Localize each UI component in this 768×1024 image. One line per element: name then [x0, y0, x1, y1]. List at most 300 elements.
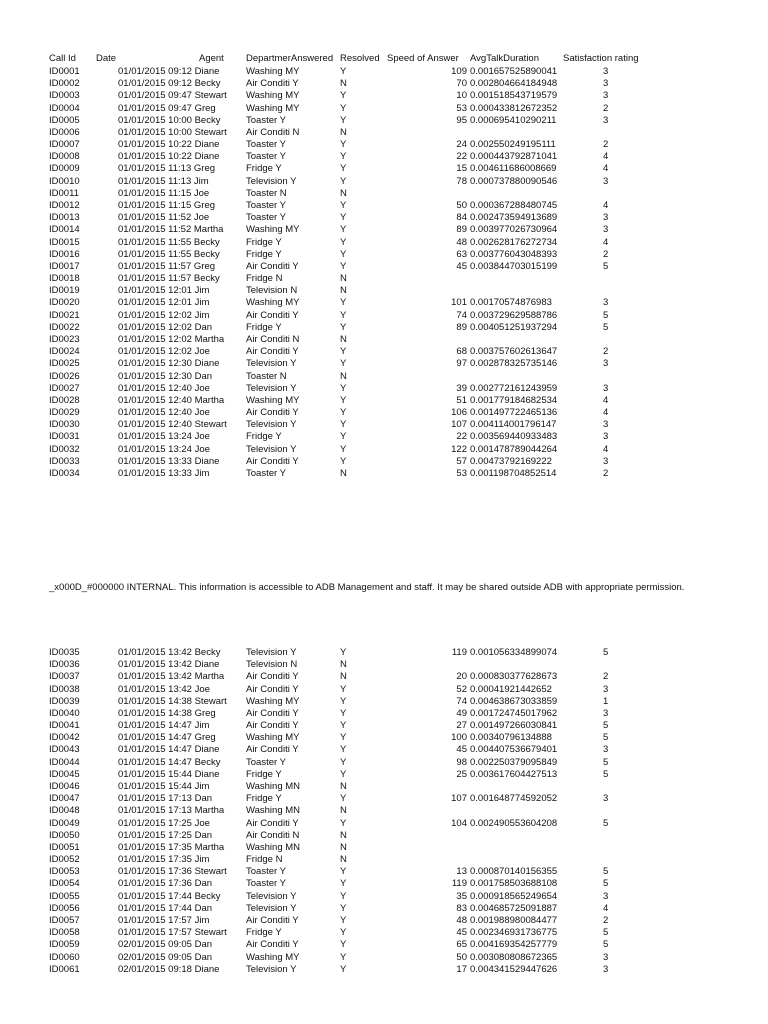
department-answered-cell: Toaster N: [246, 370, 287, 382]
call-id-cell: ID0004: [49, 102, 80, 114]
avg-talk-duration-cell: 0.000870140156355: [470, 866, 558, 878]
resolved-cell: Y: [340, 358, 347, 370]
avg-talk-duration-cell: 0.000695410290211: [470, 114, 557, 126]
date-agent-cell: 01/01/2015 12:01 Jim: [118, 297, 210, 309]
call-id-cell: ID0034: [49, 467, 80, 479]
table-row: [0, 151, 768, 163]
satisfaction-cell: 3: [603, 419, 609, 431]
call-id-cell: ID0042: [49, 732, 80, 744]
speed-of-answer-cell: 39: [456, 382, 467, 394]
satisfaction-cell: 3: [603, 455, 609, 467]
speed-of-answer-cell: 50: [456, 951, 467, 963]
avg-talk-duration-cell: 0.00041921442652: [470, 683, 552, 695]
call-id-cell: ID0015: [49, 236, 80, 248]
call-id-cell: ID0030: [49, 419, 80, 431]
department-answered-cell: Air Conditi Y: [246, 720, 299, 732]
department-answered-cell: Washing MY: [246, 732, 300, 744]
speed-of-answer-cell: 53: [456, 102, 467, 114]
call-id-cell: ID0011: [49, 187, 79, 199]
call-id-cell: ID0052: [49, 854, 80, 866]
department-answered-cell: Air Conditi Y: [246, 744, 299, 756]
resolved-cell: N: [340, 854, 347, 866]
avg-talk-duration-cell: 0.001198704852514: [470, 467, 557, 479]
header-speed-of-answer: Speed of Answer: [387, 53, 459, 64]
table-row: [0, 285, 768, 297]
call-id-cell: ID0047: [49, 793, 80, 805]
speed-of-answer-cell: 106: [451, 407, 467, 419]
table-row: [0, 744, 768, 756]
table-row: [0, 781, 768, 793]
date-agent-cell: 01/01/2015 12:01 Jim: [118, 285, 210, 297]
table-row: [0, 732, 768, 744]
header-agent: Agent: [199, 53, 224, 64]
resolved-cell: Y: [340, 455, 347, 467]
avg-talk-duration-cell: 0.000443792871041: [470, 151, 558, 163]
resolved-cell: Y: [340, 419, 347, 431]
satisfaction-cell: 4: [603, 407, 609, 419]
resolved-cell: Y: [340, 647, 347, 658]
speed-of-answer-cell: 119: [451, 878, 467, 890]
department-answered-cell: Washing MY: [246, 90, 300, 102]
resolved-cell: Y: [340, 224, 347, 236]
avg-talk-duration-cell: 0.003080808672365: [470, 951, 558, 963]
satisfaction-cell: 3: [603, 382, 609, 394]
avg-talk-duration-cell: 0.00340796134888: [470, 732, 552, 744]
avg-talk-duration-cell: 0.004051251937294: [470, 321, 558, 333]
date-agent-cell: 01/01/2015 17:13 Dan: [118, 793, 213, 805]
call-id-cell: ID0040: [49, 707, 80, 719]
resolved-cell: N: [340, 467, 347, 479]
department-answered-cell: Air Conditi N: [246, 829, 300, 841]
avg-talk-duration-cell: 0.001724745017962: [470, 707, 558, 719]
avg-talk-duration-cell: 0.003569440933483: [470, 431, 558, 443]
resolved-cell: Y: [340, 236, 347, 248]
call-id-cell: ID0027: [49, 382, 80, 394]
date-agent-cell: 01/01/2015 11:52 Martha: [118, 224, 224, 236]
department-answered-cell: Washing MY: [246, 695, 300, 707]
satisfaction-cell: 3: [603, 212, 609, 224]
resolved-cell: Y: [340, 151, 347, 163]
avg-talk-duration-cell: 0.004169354257779: [470, 939, 558, 951]
header-satisfaction-rating: Satisfaction rating: [563, 53, 639, 64]
speed-of-answer-cell: 27: [456, 720, 467, 732]
table-row: [0, 720, 768, 732]
table-row: [0, 793, 768, 805]
satisfaction-cell: 3: [603, 951, 609, 963]
speed-of-answer-cell: 107: [451, 419, 467, 431]
call-id-cell: ID0031: [49, 431, 80, 443]
table-row: [0, 903, 768, 915]
speed-of-answer-cell: 119: [451, 647, 467, 658]
date-agent-cell: 01/01/2015 10:22 Diane: [118, 151, 220, 163]
table-row: [0, 939, 768, 951]
date-agent-cell: 01/01/2015 11:13 Greg: [118, 163, 216, 175]
department-answered-cell: Fridge Y: [246, 236, 282, 248]
header-resolved: Resolved: [340, 53, 380, 64]
call-id-cell: ID0014: [49, 224, 80, 236]
resolved-cell: N: [340, 273, 347, 285]
avg-talk-duration-cell: 0.004341529447626: [470, 963, 558, 975]
satisfaction-cell: 4: [603, 394, 609, 406]
date-agent-cell: 01/01/2015 12:40 Joe: [118, 382, 210, 394]
resolved-cell: Y: [340, 346, 347, 358]
department-answered-cell: Television Y: [246, 890, 297, 902]
call-id-cell: ID0038: [49, 683, 80, 695]
satisfaction-cell: 5: [603, 768, 609, 780]
department-answered-cell: Toaster N: [246, 187, 287, 199]
table-row: [0, 866, 768, 878]
resolved-cell: N: [340, 829, 347, 841]
avg-talk-duration-cell: 0.001056334899074: [470, 647, 558, 658]
table-row: [0, 964, 768, 976]
date-agent-cell: 01/01/2015 11:15 Joe: [118, 187, 210, 199]
speed-of-answer-cell: 98: [456, 756, 467, 768]
resolved-cell: Y: [340, 720, 347, 732]
resolved-cell: Y: [340, 756, 347, 768]
table-row: [0, 395, 768, 407]
department-answered-cell: Washing MN: [246, 841, 301, 853]
call-id-cell: ID0043: [49, 744, 80, 756]
avg-talk-duration-cell: 0.002490553604208: [470, 817, 558, 829]
table-row: [0, 224, 768, 236]
call-id-cell: ID0001: [49, 66, 80, 77]
call-id-cell: ID0010: [49, 175, 80, 187]
department-answered-cell: Washing MN: [246, 780, 301, 792]
avg-talk-duration-cell: 0.004638673033859: [470, 695, 558, 707]
speed-of-answer-cell: 95: [456, 114, 467, 126]
resolved-cell: Y: [340, 199, 347, 211]
department-answered-cell: Washing MY: [246, 224, 300, 236]
resolved-cell: Y: [340, 175, 347, 187]
resolved-cell: Y: [340, 163, 347, 175]
department-answered-cell: Toaster Y: [246, 212, 286, 224]
avg-talk-duration-cell: 0.002804664184948: [470, 78, 558, 90]
table-row: [0, 659, 768, 671]
department-answered-cell: Fridge N: [246, 854, 283, 866]
satisfaction-cell: 3: [603, 175, 609, 187]
call-id-cell: ID0039: [49, 695, 80, 707]
date-agent-cell: 01/01/2015 17:57 Stewart: [118, 927, 227, 939]
table-row: [0, 757, 768, 769]
date-agent-cell: 02/01/2015 09:05 Dan: [118, 951, 213, 963]
call-id-cell: ID0045: [49, 768, 80, 780]
department-answered-cell: Toaster Y: [246, 114, 286, 126]
table-row: [0, 407, 768, 419]
department-answered-cell: Air Conditi Y: [246, 939, 299, 951]
resolved-cell: Y: [340, 890, 347, 902]
satisfaction-cell: 3: [603, 793, 609, 805]
date-agent-cell: 01/01/2015 13:42 Martha: [118, 671, 225, 683]
department-answered-cell: Washing MY: [246, 66, 300, 77]
department-answered-cell: Television Y: [246, 419, 297, 431]
table-row: [0, 830, 768, 842]
satisfaction-cell: 5: [603, 817, 609, 829]
resolved-cell: Y: [340, 939, 347, 951]
department-answered-cell: Washing MY: [246, 297, 300, 309]
speed-of-answer-cell: 89: [456, 224, 467, 236]
avg-talk-duration-cell: 0.001648774592052: [470, 793, 558, 805]
resolved-cell: Y: [340, 309, 347, 321]
table-row: [0, 139, 768, 151]
avg-talk-duration-cell: 0.003977026730964: [470, 224, 558, 236]
avg-talk-duration-cell: 0.001657525890041: [470, 66, 558, 77]
call-id-cell: ID0007: [49, 139, 80, 151]
date-agent-cell: 01/01/2015 15:44 Jim: [118, 780, 210, 792]
call-id-cell: ID0050: [49, 829, 80, 841]
call-id-cell: ID0061: [49, 963, 80, 975]
speed-of-answer-cell: 74: [456, 695, 467, 707]
table-row: [0, 952, 768, 964]
table-row: [0, 127, 768, 139]
speed-of-answer-cell: 48: [456, 236, 467, 248]
satisfaction-cell: 2: [603, 346, 609, 358]
table-row: [0, 188, 768, 200]
call-id-cell: ID0055: [49, 890, 80, 902]
date-agent-cell: 01/01/2015 17:35 Martha: [118, 841, 225, 853]
speed-of-answer-cell: 17: [456, 963, 467, 975]
call-id-cell: ID0017: [49, 260, 80, 272]
call-id-cell: ID0048: [49, 805, 80, 817]
avg-talk-duration-cell: 0.004685725091887: [470, 902, 558, 914]
resolved-cell: N: [340, 370, 347, 382]
speed-of-answer-cell: 22: [456, 431, 467, 443]
satisfaction-cell: 3: [603, 224, 609, 236]
header-department-answered: DepartmerAnswered: [246, 53, 334, 64]
resolved-cell: Y: [340, 707, 347, 719]
department-answered-cell: Air Conditi Y: [246, 455, 299, 467]
call-id-cell: ID0044: [49, 756, 80, 768]
resolved-cell: N: [340, 841, 347, 853]
department-answered-cell: Air Conditi Y: [246, 260, 299, 272]
satisfaction-cell: 3: [603, 707, 609, 719]
speed-of-answer-cell: 45: [456, 927, 467, 939]
department-answered-cell: Fridge Y: [246, 163, 282, 175]
table-row: [0, 854, 768, 866]
date-agent-cell: 01/01/2015 14:47 Diane: [118, 744, 220, 756]
resolved-cell: Y: [340, 951, 347, 963]
table-row: [0, 468, 768, 480]
speed-of-answer-cell: 25: [456, 768, 467, 780]
resolved-cell: Y: [340, 321, 347, 333]
date-agent-cell: 01/01/2015 14:47 Becky: [118, 756, 221, 768]
department-answered-cell: Air Conditi Y: [246, 817, 299, 829]
department-answered-cell: Television N: [246, 285, 298, 297]
satisfaction-cell: 5: [603, 878, 609, 890]
date-agent-cell: 01/01/2015 17:13 Martha: [118, 805, 225, 817]
satisfaction-cell: 4: [603, 199, 609, 211]
date-agent-cell: 02/01/2015 09:18 Diane: [118, 963, 220, 975]
table-header: [0, 53, 768, 65]
avg-talk-duration-cell: 0.004407536679401: [470, 744, 558, 756]
date-agent-cell: 01/01/2015 15:44 Diane: [118, 768, 220, 780]
department-answered-cell: Television Y: [246, 382, 297, 394]
satisfaction-cell: 4: [603, 902, 609, 914]
department-answered-cell: Toaster Y: [246, 866, 286, 878]
speed-of-answer-cell: 83: [456, 902, 467, 914]
avg-talk-duration-cell: 0.001497722465136: [470, 407, 558, 419]
date-agent-cell: 01/01/2015 17:36 Dan: [118, 878, 213, 890]
speed-of-answer-cell: 57: [456, 455, 467, 467]
table-row: [0, 927, 768, 939]
satisfaction-cell: 2: [603, 102, 609, 114]
department-answered-cell: Television Y: [246, 175, 297, 187]
department-answered-cell: Air Conditi Y: [246, 914, 299, 926]
date-agent-cell: 01/01/2015 10:00 Stewart: [118, 126, 227, 138]
avg-talk-duration-cell: 0.000918565249654: [470, 890, 558, 902]
call-id-cell: ID0054: [49, 878, 80, 890]
avg-talk-duration-cell: 0.004114001796147: [470, 419, 557, 431]
table-row: [0, 891, 768, 903]
table-row: [0, 261, 768, 273]
call-id-cell: ID0013: [49, 212, 80, 224]
speed-of-answer-cell: 97: [456, 358, 467, 370]
department-answered-cell: Air Conditi N: [246, 333, 300, 345]
date-agent-cell: 01/01/2015 12:30 Dan: [118, 370, 213, 382]
satisfaction-cell: 1: [603, 695, 609, 707]
avg-talk-duration-cell: 0.00170574876983: [470, 297, 552, 309]
speed-of-answer-cell: 53: [456, 467, 467, 479]
date-agent-cell: 01/01/2015 14:38 Greg: [118, 707, 216, 719]
date-agent-cell: 01/01/2015 09:47 Greg: [118, 102, 216, 114]
satisfaction-cell: 5: [603, 309, 609, 321]
call-id-cell: ID0049: [49, 817, 80, 829]
date-agent-cell: 01/01/2015 09:12 Becky: [118, 78, 221, 90]
speed-of-answer-cell: 122: [451, 443, 467, 455]
call-id-cell: ID0006: [49, 126, 80, 138]
table-row: [0, 419, 768, 431]
department-answered-cell: Television Y: [246, 443, 297, 455]
table-row: [0, 200, 768, 212]
resolved-cell: N: [340, 805, 347, 817]
date-agent-cell: 01/01/2015 17:25 Joe: [118, 817, 210, 829]
resolved-cell: Y: [340, 407, 347, 419]
department-answered-cell: Fridge Y: [246, 927, 282, 939]
satisfaction-cell: 2: [603, 671, 609, 683]
resolved-cell: N: [340, 671, 347, 683]
resolved-cell: Y: [340, 394, 347, 406]
satisfaction-cell: 3: [603, 297, 609, 309]
speed-of-answer-cell: 63: [456, 248, 467, 260]
speed-of-answer-cell: 45: [456, 744, 467, 756]
speed-of-answer-cell: 35: [456, 890, 467, 902]
date-agent-cell: 01/01/2015 17:57 Jim: [118, 914, 210, 926]
speed-of-answer-cell: 100: [451, 732, 467, 744]
date-agent-cell: 01/01/2015 13:24 Joe: [118, 431, 210, 443]
satisfaction-cell: 5: [603, 260, 609, 272]
speed-of-answer-cell: 78: [456, 175, 467, 187]
table-row: [0, 163, 768, 175]
department-answered-cell: Fridge N: [246, 273, 283, 285]
speed-of-answer-cell: 68: [456, 346, 467, 358]
resolved-cell: Y: [340, 744, 347, 756]
speed-of-answer-cell: 74: [456, 309, 467, 321]
resolved-cell: N: [340, 285, 347, 297]
resolved-cell: Y: [340, 817, 347, 829]
resolved-cell: Y: [340, 683, 347, 695]
avg-talk-duration-cell: 0.003617604427513: [470, 768, 558, 780]
call-id-cell: ID0051: [49, 841, 80, 853]
call-id-cell: ID0003: [49, 90, 80, 102]
date-agent-cell: 01/01/2015 11:55 Becky: [118, 248, 220, 260]
avg-talk-duration-cell: 0.003757602613647: [470, 346, 558, 358]
satisfaction-cell: 2: [603, 914, 609, 926]
call-id-cell: ID0037: [49, 671, 80, 683]
resolved-cell: N: [340, 780, 347, 792]
call-id-cell: ID0026: [49, 370, 80, 382]
resolved-cell: Y: [340, 66, 347, 77]
avg-talk-duration-cell: 0.002250379095849: [470, 756, 558, 768]
date-agent-cell: 01/01/2015 10:00 Becky: [118, 114, 221, 126]
date-agent-cell: 01/01/2015 13:42 Diane: [118, 659, 220, 671]
date-agent-cell: 01/01/2015 13:33 Diane: [118, 455, 220, 467]
call-id-cell: ID0022: [49, 321, 80, 333]
department-answered-cell: Fridge Y: [246, 321, 282, 333]
call-id-cell: ID0012: [49, 199, 80, 211]
table-row: [0, 383, 768, 395]
department-answered-cell: Toaster Y: [246, 199, 286, 211]
call-id-cell: ID0053: [49, 866, 80, 878]
date-agent-cell: 01/01/2015 17:36 Stewart: [118, 866, 227, 878]
table-row: [0, 647, 768, 659]
satisfaction-cell: 5: [603, 720, 609, 732]
speed-of-answer-cell: 22: [456, 151, 467, 163]
call-id-cell: ID0018: [49, 273, 80, 285]
satisfaction-cell: 3: [603, 66, 609, 77]
avg-talk-duration-cell: 0.000737880090546: [470, 175, 558, 187]
call-id-cell: ID0035: [49, 647, 80, 658]
department-answered-cell: Toaster Y: [246, 756, 286, 768]
avg-talk-duration-cell: 0.002628176272734: [470, 236, 558, 248]
date-agent-cell: 01/01/2015 10:22 Diane: [118, 139, 220, 151]
avg-talk-duration-cell: 0.001758503688108: [470, 878, 558, 890]
table-row: [0, 358, 768, 370]
resolved-cell: N: [340, 78, 347, 90]
call-id-cell: ID0060: [49, 951, 80, 963]
satisfaction-cell: 2: [603, 248, 609, 260]
department-answered-cell: Air Conditi Y: [246, 407, 299, 419]
satisfaction-cell: 3: [603, 78, 609, 90]
table-row: [0, 456, 768, 468]
resolved-cell: Y: [340, 431, 347, 443]
date-agent-cell: 01/01/2015 11:57 Becky: [118, 273, 220, 285]
resolved-cell: Y: [340, 927, 347, 939]
avg-talk-duration-cell: 0.000830377628673: [470, 671, 558, 683]
table-row: [0, 696, 768, 708]
avg-talk-duration-cell: 0.002772161243959: [470, 382, 558, 394]
speed-of-answer-cell: 70: [456, 78, 467, 90]
date-agent-cell: 01/01/2015 17:44 Dan: [118, 902, 213, 914]
call-id-cell: ID0033: [49, 455, 80, 467]
satisfaction-cell: 5: [603, 939, 609, 951]
department-answered-cell: Toaster Y: [246, 151, 286, 163]
table-row: [0, 78, 768, 90]
speed-of-answer-cell: 49: [456, 707, 467, 719]
date-agent-cell: 01/01/2015 11:15 Greg: [118, 199, 216, 211]
department-answered-cell: Air Conditi Y: [246, 707, 299, 719]
date-agent-cell: 01/01/2015 13:42 Becky: [118, 647, 221, 658]
date-agent-cell: 01/01/2015 12:02 Dan: [118, 321, 213, 333]
speed-of-answer-cell: 109: [451, 66, 467, 77]
date-agent-cell: 01/01/2015 12:40 Martha: [118, 394, 225, 406]
department-answered-cell: Toaster Y: [246, 467, 286, 479]
date-agent-cell: 01/01/2015 11:13 Jim: [118, 175, 209, 187]
resolved-cell: Y: [340, 902, 347, 914]
table-row: [0, 90, 768, 102]
call-id-cell: ID0023: [49, 333, 80, 345]
resolved-cell: N: [340, 187, 347, 199]
date-agent-cell: 01/01/2015 12:02 Martha: [118, 333, 225, 345]
department-answered-cell: Toaster Y: [246, 139, 286, 151]
